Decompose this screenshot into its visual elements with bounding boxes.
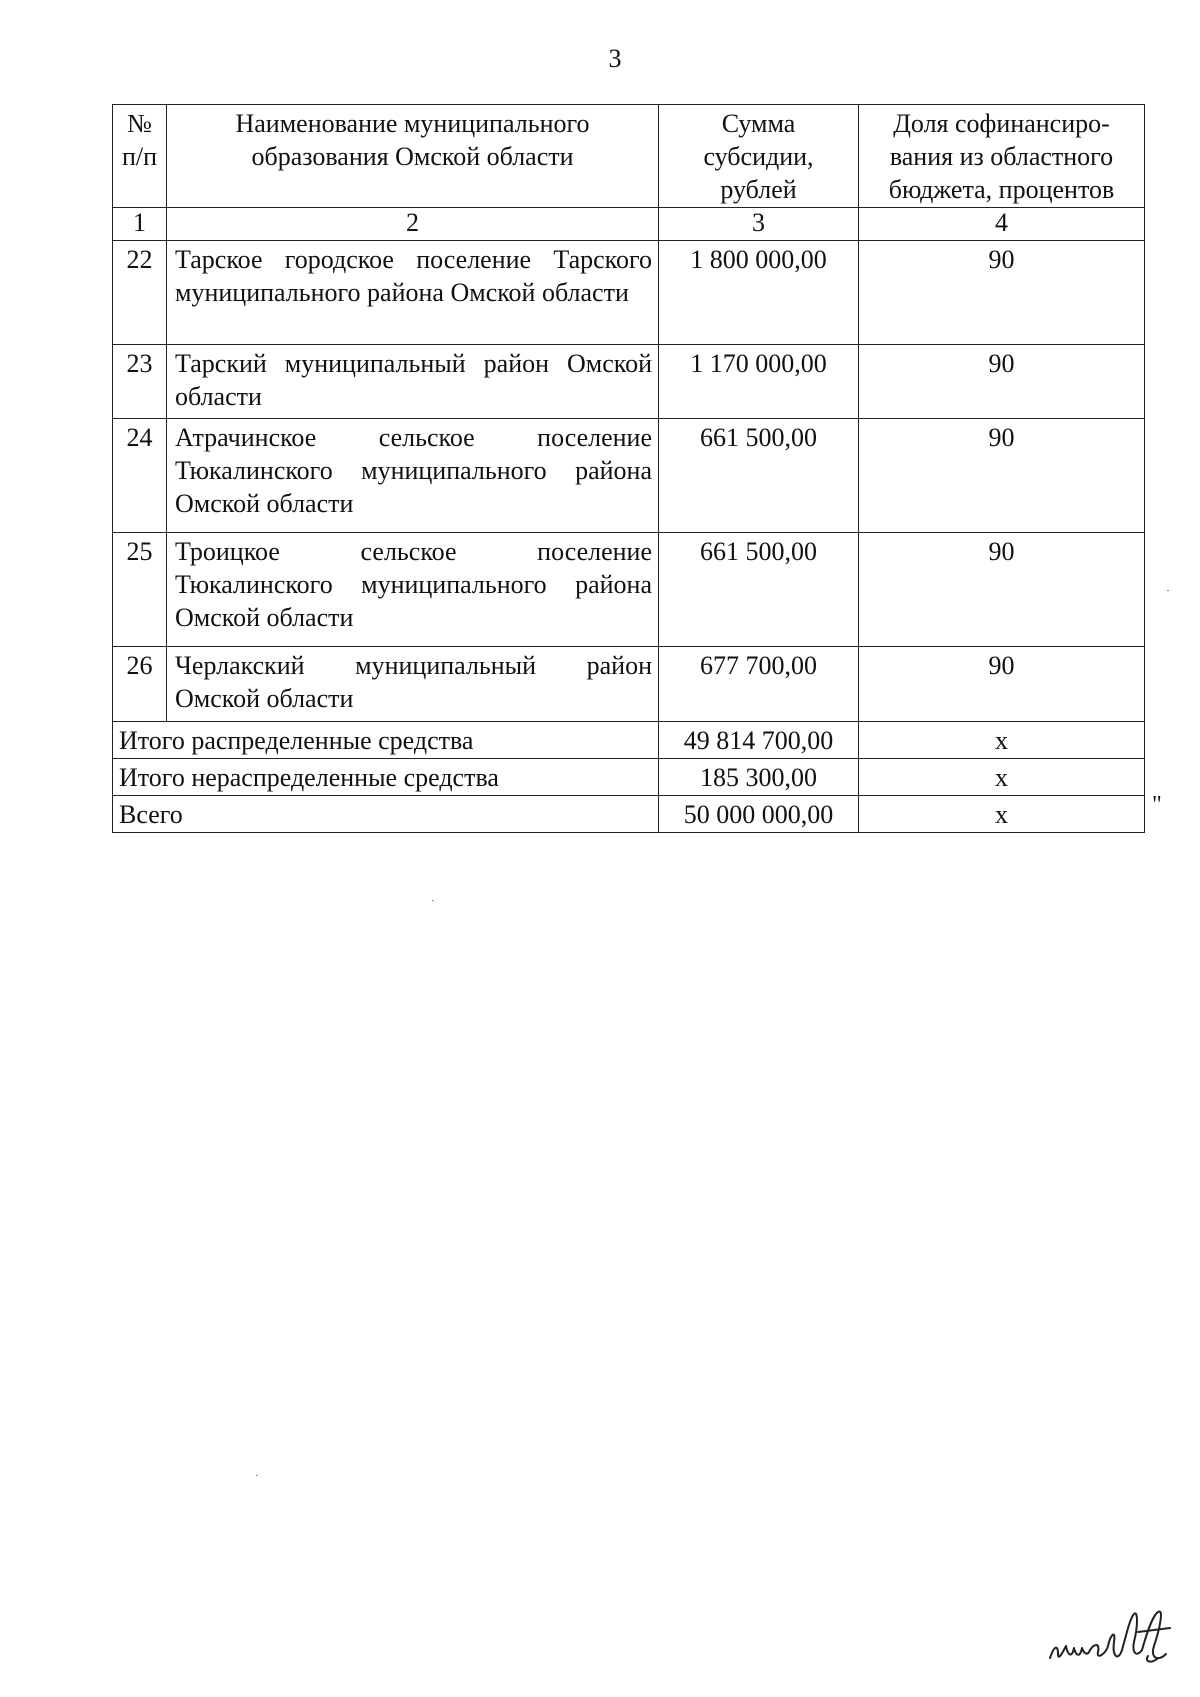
table-row	[113, 533, 1145, 647]
municipality-name: Черлакский муниципальный район Омской области	[167, 647, 659, 722]
cofinancing-share: 90	[859, 419, 1145, 533]
row-number: 26	[113, 647, 167, 722]
row-number: 24	[113, 419, 167, 533]
cofinancing-share: 90	[859, 647, 1145, 722]
total-sum: 50 000 000,00	[659, 796, 859, 833]
header-cofinancing-share: Доля софинансиро-вания из областного бюджета, процентов	[859, 105, 1145, 208]
cofinancing-share: 90	[859, 241, 1145, 345]
column-number-row	[113, 208, 1145, 241]
total-label: Всего	[113, 796, 659, 833]
cofinancing-share: 90	[859, 345, 1145, 419]
total-distributed-row	[113, 722, 1145, 759]
subsidy-sum: 661 500,00	[659, 419, 859, 533]
header-municipality-name: Наименование муниципального образования Омской области	[167, 105, 659, 208]
subsidy-sum: 1 800 000,00	[659, 241, 859, 345]
table-header-row	[113, 105, 1145, 208]
scan-speck	[432, 900, 434, 901]
total-share: x	[859, 722, 1145, 759]
column-number: 3	[659, 208, 859, 241]
municipality-name: Троицкое сельское поселение Тюкалинского муниципального района Омской области	[167, 533, 659, 647]
municipality-name: Тарский муниципальный район Омской области	[167, 345, 659, 419]
municipality-name: Атрачинское сельское поселение Тюкалинского муниципального района Омской области	[167, 419, 659, 533]
subsidy-sum: 677 700,00	[659, 647, 859, 722]
subsidy-sum: 1 170 000,00	[659, 345, 859, 419]
column-number: 2	[167, 208, 659, 241]
total-share: x	[859, 759, 1145, 796]
scan-speck	[1167, 590, 1169, 591]
total-sum: 185 300,00	[659, 759, 859, 796]
scan-speck	[256, 1475, 258, 1476]
total-label: Итого нераспределенные средства	[113, 759, 659, 796]
subsidy-table	[112, 104, 1145, 833]
table-row	[113, 241, 1145, 345]
total-undistributed-row	[113, 759, 1145, 796]
table-row	[113, 345, 1145, 419]
row-number: 23	[113, 345, 167, 419]
grand-total-row	[113, 796, 1145, 833]
total-share: x	[859, 796, 1145, 833]
municipality-name: Тарское городское поселение Тарского муниципального района Омской области	[167, 241, 659, 345]
handwritten-signature	[1046, 1606, 1176, 1666]
header-subsidy-sum: Сумма субсидии, рублей	[659, 105, 859, 208]
cofinancing-share: 90	[859, 533, 1145, 647]
table-row	[113, 647, 1145, 722]
page-number: 3	[608, 44, 622, 73]
column-number: 4	[859, 208, 1145, 241]
row-number: 22	[113, 241, 167, 345]
header-row-number: № п/п	[113, 105, 167, 208]
total-sum: 49 814 700,00	[659, 722, 859, 759]
subsidy-sum: 661 500,00	[659, 533, 859, 647]
table-row	[113, 419, 1145, 533]
column-number: 1	[113, 208, 167, 241]
closing-quote-mark: "	[1152, 792, 1162, 818]
row-number: 25	[113, 533, 167, 647]
total-label: Итого распределенные средства	[113, 722, 659, 759]
